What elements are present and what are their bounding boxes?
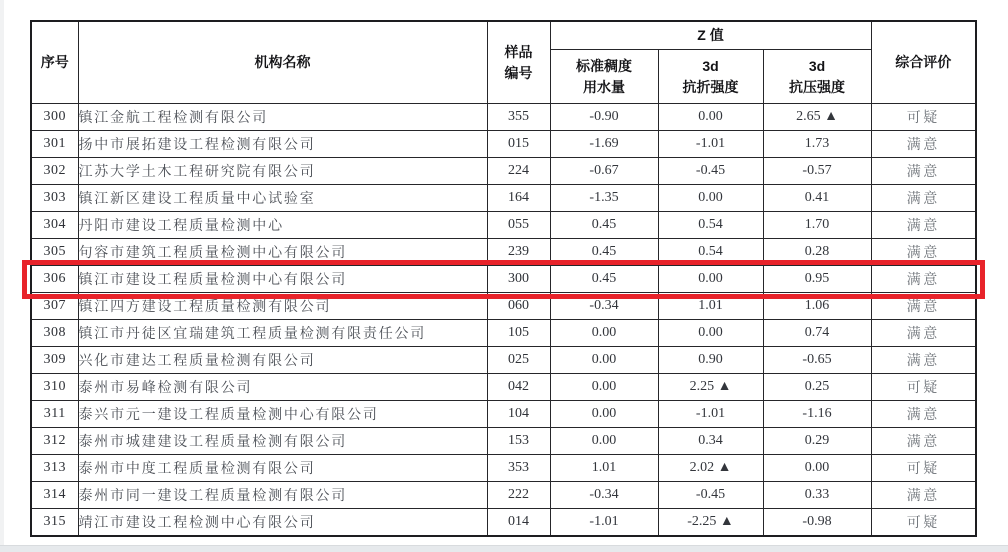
z-water-cell: 0.00	[550, 401, 658, 428]
water-header-line1: 标准稠度	[576, 57, 632, 74]
z-flexural-cell: 0.00	[658, 185, 763, 212]
table-row	[31, 428, 976, 455]
table-row	[31, 104, 976, 131]
z-water-cell: -1.35	[550, 185, 658, 212]
row-seq-number: 301	[31, 131, 78, 158]
sample-number-cell: 153	[487, 428, 550, 455]
table-body	[31, 104, 976, 537]
table-row	[31, 158, 976, 185]
row-seq-number: 312	[31, 428, 78, 455]
org-name-cell: 泰州市城建建设工程质量检测有限公司	[78, 428, 487, 455]
sample-number-cell: 239	[487, 239, 550, 266]
org-name-cell: 兴化市建达工程质量检测有限公司	[78, 347, 487, 374]
evaluation-cell: 满意	[871, 185, 976, 212]
evaluation-cell: 满意	[871, 212, 976, 239]
z-water-cell: -0.67	[550, 158, 658, 185]
z-water-cell: 0.45	[550, 239, 658, 266]
sample-number-cell: 015	[487, 131, 550, 158]
table-row	[31, 212, 976, 239]
z-flexural-cell: -0.45	[658, 158, 763, 185]
z-flexural-cell: -1.01	[658, 401, 763, 428]
z-flexural-cell: 2.02 ▲	[658, 455, 763, 482]
org-name-cell: 泰兴市元一建设工程质量检测中心有限公司	[78, 401, 487, 428]
row-seq-number: 310	[31, 374, 78, 401]
org-name-cell: 靖江市建设工程检测中心有限公司	[78, 509, 487, 537]
results-table	[30, 20, 977, 537]
col-header-compressive-strength	[763, 50, 871, 104]
z-water-cell: -0.90	[550, 104, 658, 131]
row-seq-number: 311	[31, 401, 78, 428]
table-row	[31, 131, 976, 158]
sample-number-cell: 355	[487, 104, 550, 131]
z-compressive-cell: 0.74	[763, 320, 871, 347]
org-name-cell: 江苏大学土木工程研究院有限公司	[78, 158, 487, 185]
compressive-header-line2: 抗压强度	[789, 78, 846, 95]
z-flexural-cell: 0.00	[658, 104, 763, 131]
evaluation-cell: 满意	[871, 347, 976, 374]
evaluation-cell: 满意	[871, 293, 976, 320]
z-compressive-cell: 0.28	[763, 239, 871, 266]
row-seq-number: 305	[31, 239, 78, 266]
row-seq-number: 302	[31, 158, 78, 185]
table-row	[31, 482, 976, 509]
org-name-cell: 镇江四方建设工程质量检测有限公司	[78, 293, 487, 320]
z-flexural-cell: 0.00	[658, 320, 763, 347]
evaluation-cell: 满意	[871, 158, 976, 185]
evaluation-cell: 可疑	[871, 509, 976, 537]
row-seq-number: 306	[31, 266, 78, 293]
evaluation-cell: 满意	[871, 131, 976, 158]
z-compressive-cell: 2.65 ▲	[763, 104, 871, 131]
table-row	[31, 374, 976, 401]
z-flexural-cell: 2.25 ▲	[658, 374, 763, 401]
z-water-cell: -1.01	[550, 509, 658, 537]
z-compressive-cell: -0.57	[763, 158, 871, 185]
table-row	[31, 320, 976, 347]
header-row-top	[31, 21, 976, 50]
z-water-cell: -0.34	[550, 293, 658, 320]
row-seq-number: 313	[31, 455, 78, 482]
z-flexural-cell: 0.34	[658, 428, 763, 455]
z-flexural-cell: 0.90	[658, 347, 763, 374]
table-header	[31, 21, 976, 104]
sample-number-cell: 060	[487, 293, 550, 320]
z-water-cell: 0.00	[550, 374, 658, 401]
org-name-cell: 丹阳市建设工程质量检测中心	[78, 212, 487, 239]
sample-number-cell: 164	[487, 185, 550, 212]
z-compressive-cell: 0.25	[763, 374, 871, 401]
row-seq-number: 307	[31, 293, 78, 320]
evaluation-cell: 可疑	[871, 455, 976, 482]
table-row	[31, 455, 976, 482]
col-header-z-value-group: Z 值	[550, 21, 871, 50]
org-name-cell: 镇江市建设工程质量检测中心有限公司	[78, 266, 487, 293]
z-compressive-cell: 1.06	[763, 293, 871, 320]
z-water-cell: 1.01	[550, 455, 658, 482]
table-row	[31, 266, 976, 293]
row-seq-number: 304	[31, 212, 78, 239]
sample-number-cell: 300	[487, 266, 550, 293]
z-flexural-cell: 0.00	[658, 266, 763, 293]
evaluation-cell: 可疑	[871, 374, 976, 401]
z-flexural-cell: -0.45	[658, 482, 763, 509]
table-row	[31, 401, 976, 428]
org-name-cell: 扬中市展拓建设工程检测有限公司	[78, 131, 487, 158]
z-water-cell: 0.45	[550, 212, 658, 239]
sample-number-cell: 042	[487, 374, 550, 401]
col-header-sample-number	[487, 21, 550, 104]
sample-number-cell: 222	[487, 482, 550, 509]
org-name-cell: 泰州市易峰检测有限公司	[78, 374, 487, 401]
col-header-water-consumption	[550, 50, 658, 104]
flexural-header-line1: 3d	[702, 57, 719, 74]
table-row	[31, 347, 976, 374]
water-header-line2: 用水量	[583, 78, 625, 95]
z-compressive-cell: 0.33	[763, 482, 871, 509]
z-water-cell: 0.00	[550, 320, 658, 347]
evaluation-cell: 满意	[871, 266, 976, 293]
evaluation-cell: 满意	[871, 239, 976, 266]
z-flexural-cell: -1.01	[658, 131, 763, 158]
z-water-cell: 0.00	[550, 428, 658, 455]
sample-number-cell: 055	[487, 212, 550, 239]
evaluation-cell: 满意	[871, 401, 976, 428]
table-row	[31, 509, 976, 537]
z-compressive-cell: 1.73	[763, 131, 871, 158]
z-compressive-cell: 0.29	[763, 428, 871, 455]
z-compressive-cell: 0.00	[763, 455, 871, 482]
z-compressive-cell: -1.16	[763, 401, 871, 428]
org-name-cell: 镇江新区建设工程质量中心试验室	[78, 185, 487, 212]
row-seq-number: 314	[31, 482, 78, 509]
z-compressive-cell: -0.65	[763, 347, 871, 374]
sample-number-cell: 105	[487, 320, 550, 347]
org-name-cell: 泰州市中度工程质量检测有限公司	[78, 455, 487, 482]
row-seq-number: 309	[31, 347, 78, 374]
col-header-flexural-strength	[658, 50, 763, 104]
sample-number-cell: 014	[487, 509, 550, 537]
sample-number-cell: 353	[487, 455, 550, 482]
z-compressive-cell: -0.98	[763, 509, 871, 537]
scan-bottom-strip	[0, 545, 1008, 552]
sample-number-cell: 025	[487, 347, 550, 374]
row-seq-number: 300	[31, 104, 78, 131]
z-compressive-cell: 1.70	[763, 212, 871, 239]
sample-number-cell: 224	[487, 158, 550, 185]
org-name-cell: 镇江市丹徒区宜瑞建筑工程质量检测有限责任公司	[78, 320, 487, 347]
z-flexural-cell: 1.01	[658, 293, 763, 320]
z-water-cell: 0.00	[550, 347, 658, 374]
evaluation-cell: 满意	[871, 320, 976, 347]
sample-header-line2: 编号	[504, 64, 533, 81]
row-seq-number: 315	[31, 509, 78, 537]
table-row	[31, 293, 976, 320]
row-seq-number: 303	[31, 185, 78, 212]
evaluation-cell: 满意	[871, 428, 976, 455]
flexural-header-line2: 抗折强度	[682, 78, 739, 95]
col-header-org-name: 机构名称	[78, 21, 487, 104]
sample-header-line1: 样品	[504, 43, 533, 60]
z-water-cell: -1.69	[550, 131, 658, 158]
org-name-cell: 泰州市同一建设工程质量检测有限公司	[78, 482, 487, 509]
z-flexural-cell: 0.54	[658, 239, 763, 266]
evaluation-cell: 满意	[871, 482, 976, 509]
z-water-cell: 0.45	[550, 266, 658, 293]
z-compressive-cell: 0.95	[763, 266, 871, 293]
compressive-header-line1: 3d	[808, 57, 826, 74]
org-name-cell: 镇江金航工程检测有限公司	[78, 104, 487, 131]
table-row	[31, 185, 976, 212]
org-name-cell: 句容市建筑工程质量检测中心有限公司	[78, 239, 487, 266]
scan-left-edge	[0, 0, 4, 546]
table-row	[31, 239, 976, 266]
col-header-evaluation: 综合评价	[871, 21, 976, 104]
z-flexural-cell: 0.54	[658, 212, 763, 239]
z-water-cell: -0.34	[550, 482, 658, 509]
row-seq-number: 308	[31, 320, 78, 347]
col-header-seq: 序号	[31, 21, 78, 104]
sample-number-cell: 104	[487, 401, 550, 428]
evaluation-cell: 可疑	[871, 104, 976, 131]
z-flexural-cell: -2.25 ▲	[658, 509, 763, 537]
z-compressive-cell: 0.41	[763, 185, 871, 212]
